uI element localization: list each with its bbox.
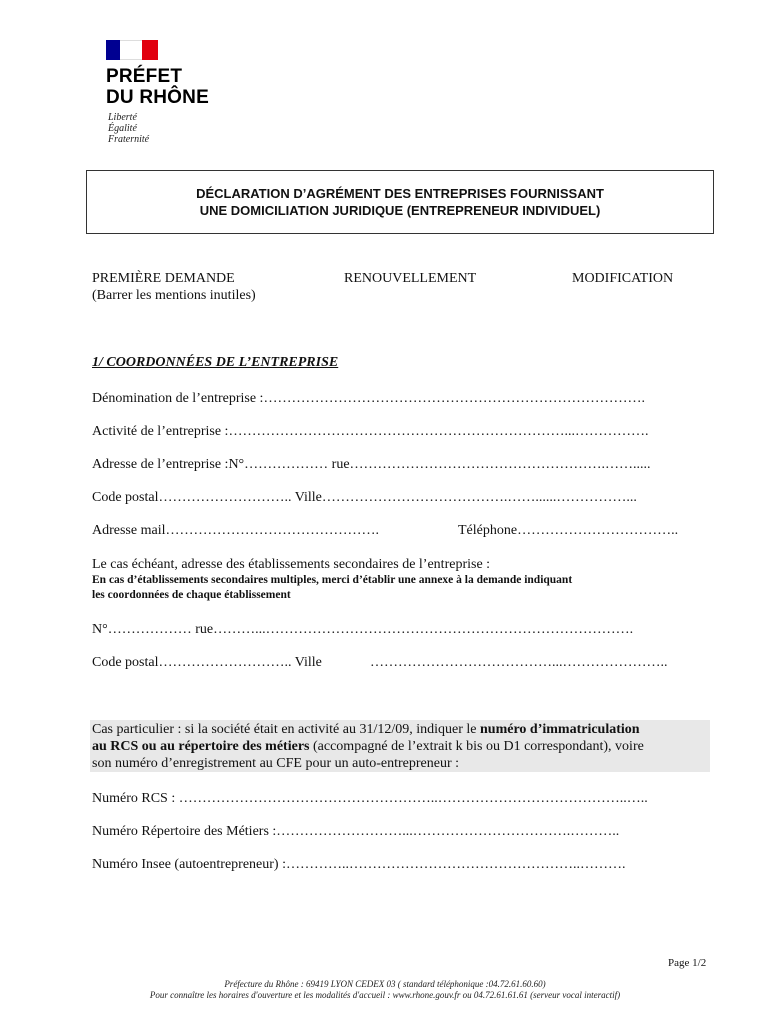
marianne-flag-icon [106,40,158,60]
logo-line2: DU RHÔNE [106,87,209,108]
special-case-line3: son numéro d’enregistrement au CFE pour un auto-entrepreneur : [92,756,460,771]
logo-line1: PRÉFET [106,66,183,87]
title-line2: UNE DOMICILIATION JURIDIQUE (ENTREPRENEUR INDIVIDUEL) [199,203,601,218]
field-telephone[interactable]: Téléphone…………………………….. [458,523,679,538]
special-case-line1: Cas particulier : si la société était en activité au 31/12/09, indiquer le numéro d’immatriculation [92,722,640,737]
motto-egalite: Égalité [108,123,137,134]
motto-liberte: Liberté [108,112,137,123]
option-renouvellement[interactable]: RENOUVELLEMENT [344,271,477,286]
field-adresse[interactable]: Adresse de l’entreprise :N°……………… rue……………………………………………….……..... [92,457,651,472]
field-activite[interactable]: Activité de l’entreprise :………………………………………………………………...……………. [92,424,649,439]
field-secondary-ville[interactable]: …………………………………...………………….. [370,655,668,670]
request-types-note: (Barrer les mentions inutiles) [92,288,256,303]
field-adresse-mail[interactable]: Adresse mail………………………………………. [92,523,379,538]
secondary-note-line2: les coordonnées de chaque établissement [92,589,291,601]
title-line1: DÉCLARATION D’AGRÉMENT DES ENTREPRISES FOURNISSANT [196,186,604,201]
field-denomination[interactable]: Dénomination de l’entreprise :………………………………………………………………………. [92,391,645,406]
document-title-box [86,170,714,234]
section1-title: 1/ COORDONNÉES DE L’ENTREPRISE [92,355,339,370]
field-numero-rcs[interactable]: Numéro RCS : ………………………………………………..…………………………………..….. [92,791,648,806]
secondary-note-line1: En cas d’établissements secondaires multiples, merci d’établir une annexe à la demande indiquant [92,574,573,586]
special-case-line2: au RCS ou au répertoire des métiers (accompagné de l’extrait k bis ou D1 correspondant), voire [92,739,644,754]
secondary-intro: Le cas échéant, adresse des établissements secondaires de l’entreprise : [92,557,491,572]
field-numero-insee[interactable]: Numéro Insee (autoentrepreneur) :…………..…………………………………………..………. [92,857,626,872]
option-modification[interactable]: MODIFICATION [572,271,674,286]
option-premiere-demande[interactable]: PREMIÈRE DEMANDE [92,271,235,286]
field-secondary-numero-rue[interactable]: N°……………… rue………...……………………………………………………………………. [92,622,634,637]
field-code-postal-ville[interactable]: Code postal……………………….. Ville………………………………….……......……………... [92,490,637,505]
page-number: Page 1/2 [668,957,707,969]
footer-line1: Préfecture du Rhône : 69419 LYON CEDEX 03 ( standard téléphonique :04.72.61.60.60) [224,979,546,989]
motto-fraternite: Fraternité [108,134,150,145]
field-numero-repertoire-metiers[interactable]: Numéro Répertoire des Métiers :………………………...…………………………….……….. [92,824,620,839]
field-secondary-code-postal[interactable]: Code postal……………………….. Ville [92,655,322,670]
footer-line2: Pour connaître les horaires d'ouverture et les modalités d'accueil : www.rhone.gouv.fr ou 04.72.61.61.61 (serveur vocal interactif) [149,990,621,1000]
